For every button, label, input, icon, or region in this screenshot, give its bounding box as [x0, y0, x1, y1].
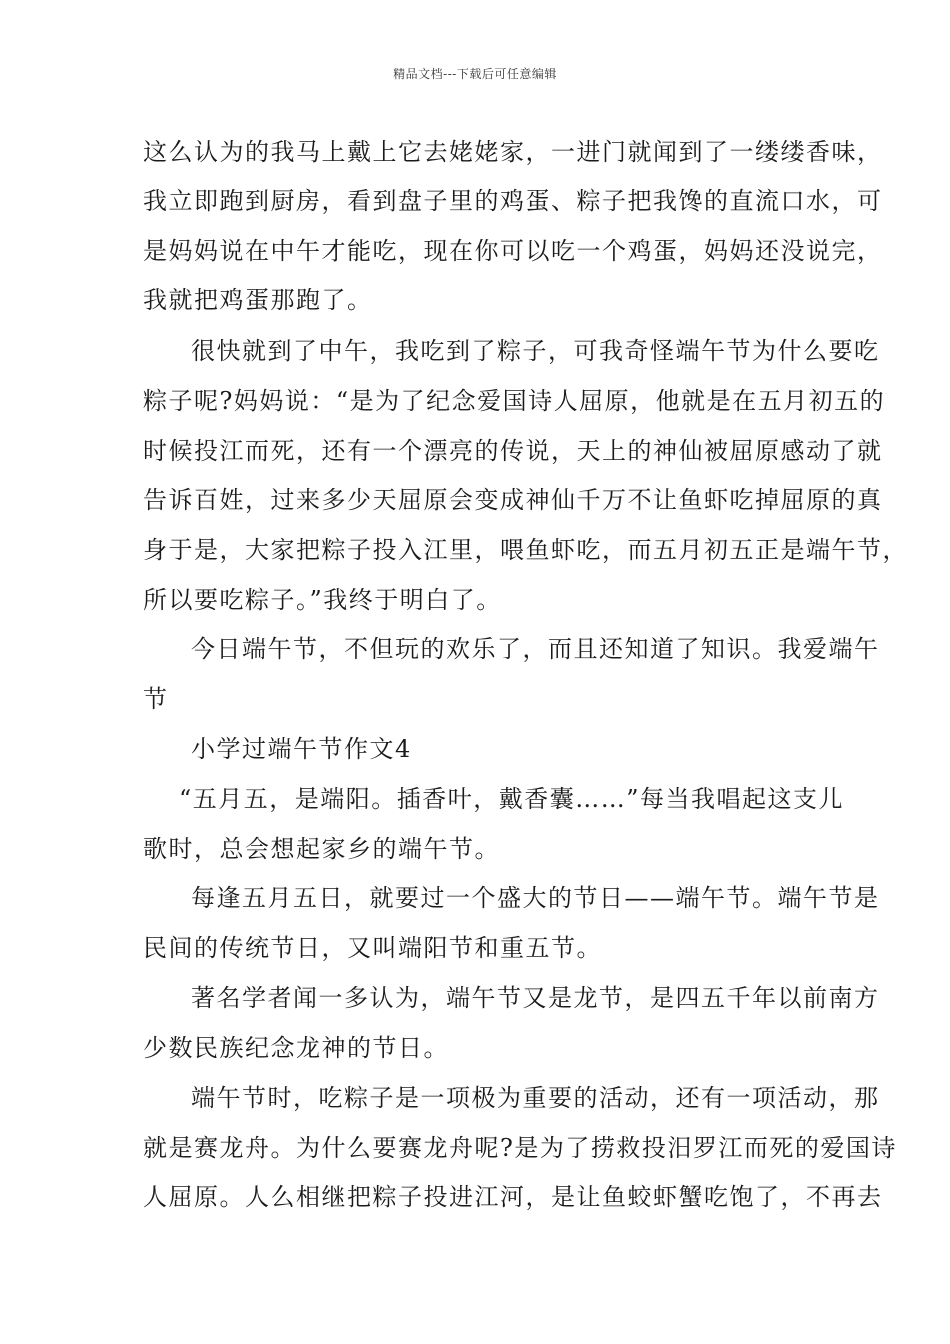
text-line: 我立即跑到厨房，看到盘子里的鸡蛋、粽子把我馋的直流口水，可	[143, 187, 883, 215]
text-line: 这么认为的我马上戴上它去姥姥家，一进门就闻到了一缕缕香味，	[143, 138, 883, 166]
section-title: 小学过端午节作文4	[191, 735, 412, 763]
page-header: 精品文档---下载后可任意编辑	[393, 67, 557, 81]
text-line: 歌时，总会想起家乡的端午节。	[143, 835, 500, 863]
text-line: 少数民族纪念龙神的节日。	[143, 1034, 449, 1062]
text-line: “五月五，是端阳。插香叶，戴香囊……”每当我唱起这支儿	[179, 785, 845, 813]
text-line: 就是赛龙舟。为什么要赛龙舟呢?是为了捞救投汨罗江而死的爱国诗	[143, 1134, 897, 1162]
text-line: 每逢五月五日，就要过一个盛大的节日——端午节。端午节是	[191, 884, 880, 912]
text-line: 今日端午节，不但玩的欢乐了，而且还知道了知识。我爱端午	[191, 635, 880, 663]
text-line: 民间的传统节日，又叫端阳节和重五节。	[143, 934, 602, 962]
text-line: 很快就到了中午，我吃到了粽子，可我奇怪端午节为什么要吃	[191, 337, 880, 365]
text-line: 著名学者闻一多认为，端午节又是龙节，是四五千年以前南方	[191, 984, 880, 1012]
text-line: 粽子呢?妈妈说：“是为了纪念爱国诗人屈原，他就是在五月初五的	[143, 387, 886, 415]
text-line: 是妈妈说在中午才能吃，现在你可以吃一个鸡蛋，妈妈还没说完，	[143, 237, 883, 265]
text-line: 时候投江而死，还有一个漂亮的传说，天上的神仙被屈原感动了就	[143, 437, 883, 465]
text-line: 告诉百姓，过来多少天屈原会变成神仙千万不让鱼虾吃掉屈原的真	[143, 486, 883, 514]
text-line: 所以要吃粽子。”我终于明白了。	[143, 586, 502, 614]
text-line: 节	[143, 685, 169, 713]
text-line: 人屈原。人么相继把粽子投进江河，是让鱼蛟虾蟹吃饱了，不再去	[143, 1183, 883, 1211]
text-line: 我就把鸡蛋那跑了。	[143, 286, 373, 314]
text-line: 身于是，大家把粽子投入江里，喂鱼虾吃，而五月初五正是端午节，	[143, 536, 908, 564]
text-line: 端午节时，吃粽子是一项极为重要的活动，还有一项活动，那	[191, 1084, 880, 1112]
